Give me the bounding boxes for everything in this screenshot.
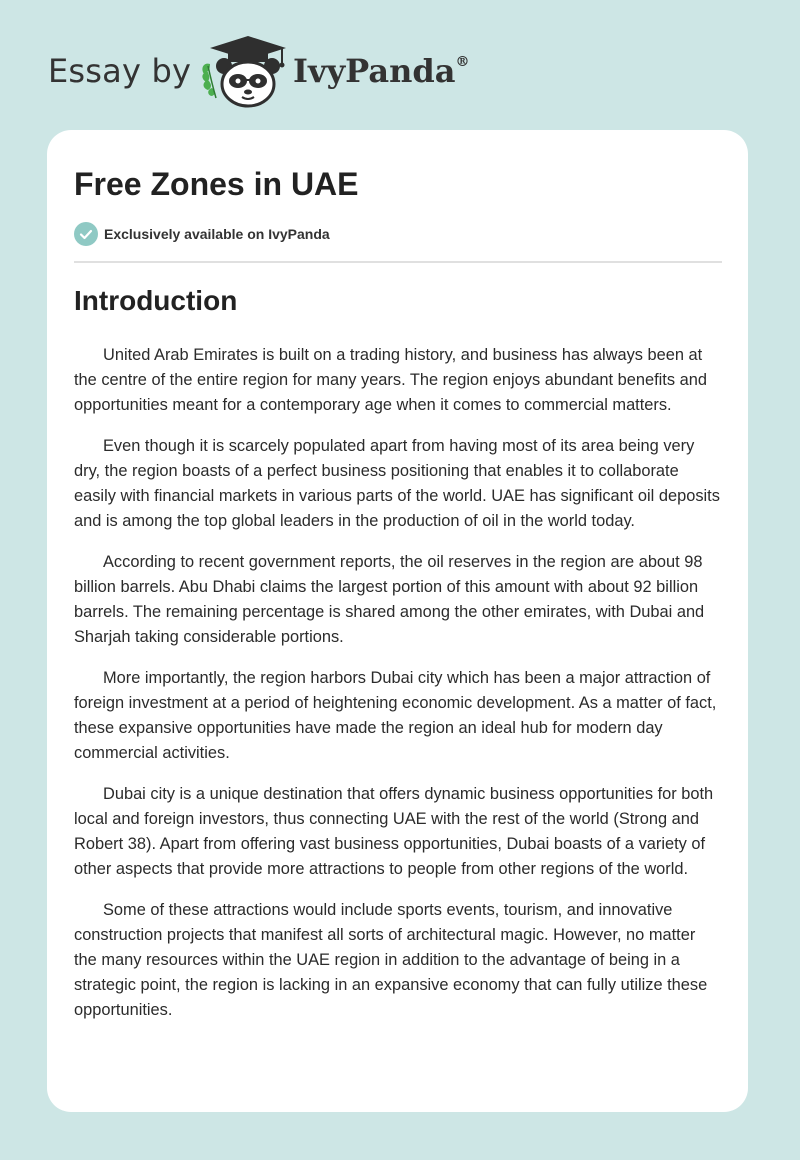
paragraph: More importantly, the region harbors Dubai city which has been a major attraction of foreign investment at a period of heightening economic development. As a matter of fact, these expansive opportunities have made the region an ideal hub for modern day commercial activities. bbox=[74, 669, 717, 762]
check-circle-icon bbox=[74, 222, 98, 246]
exclusive-badge bbox=[74, 222, 330, 246]
brand-name: IvyPanda® bbox=[293, 52, 470, 90]
panda-graduate-logo-icon bbox=[198, 34, 298, 110]
divider bbox=[74, 261, 722, 263]
essay-body bbox=[74, 343, 722, 1039]
section-heading: Introduction bbox=[74, 285, 238, 316]
brand-prefix: Essay by bbox=[48, 52, 192, 90]
paragraph: United Arab Emirates is built on a trading history, and business has always been at the centre of the entire region for many years. The region enjoys abundant benefits and opportunities meant for a contemporary age when it comes to commercial matters. bbox=[74, 346, 707, 414]
paragraph: According to recent government reports, the oil reserves in the region are about 98 billion barrels. Abu Dhabi claims the largest portion of this amount with about 92 billion barrels. The remaining percentage is shared among the other emirates, with Dubai and Sharjah taking considerable portions. bbox=[74, 553, 705, 646]
brand-header[interactable] bbox=[48, 34, 508, 114]
paragraph: Some of these attractions would include sports events, tourism, and innovative construction projects that manifest all sorts of architectural magic. However, no matter the many resources within the UAE region in addition to the advantage of being in a strategic point, the region is lacking in an expansive economy that can fully utilize these opportunities. bbox=[74, 901, 708, 1019]
essay-card bbox=[47, 130, 748, 1112]
paragraph: Even though it is scarcely populated apart from having most of its area being very dry, the region boasts of a perfect business positioning that enables it to collaborate easily with financial markets in various parts of the world. UAE has significant oil deposits and is among the top global leaders in the production of oil in the world today. bbox=[74, 437, 720, 530]
page-title: Free Zones in UAE bbox=[74, 166, 359, 202]
paragraph: Dubai city is a unique destination that offers dynamic business opportunities for both local and foreign investors, thus connecting UAE with the rest of the world (Strong and Robert 38). Apart from offering vast business opportunities, Dubai boasts of a variety of other aspects that provide more attractions to people from other regions of the world. bbox=[74, 785, 714, 878]
badge-label: Exclusively available on IvyPanda bbox=[104, 226, 330, 242]
registered-mark: ® bbox=[455, 54, 470, 70]
